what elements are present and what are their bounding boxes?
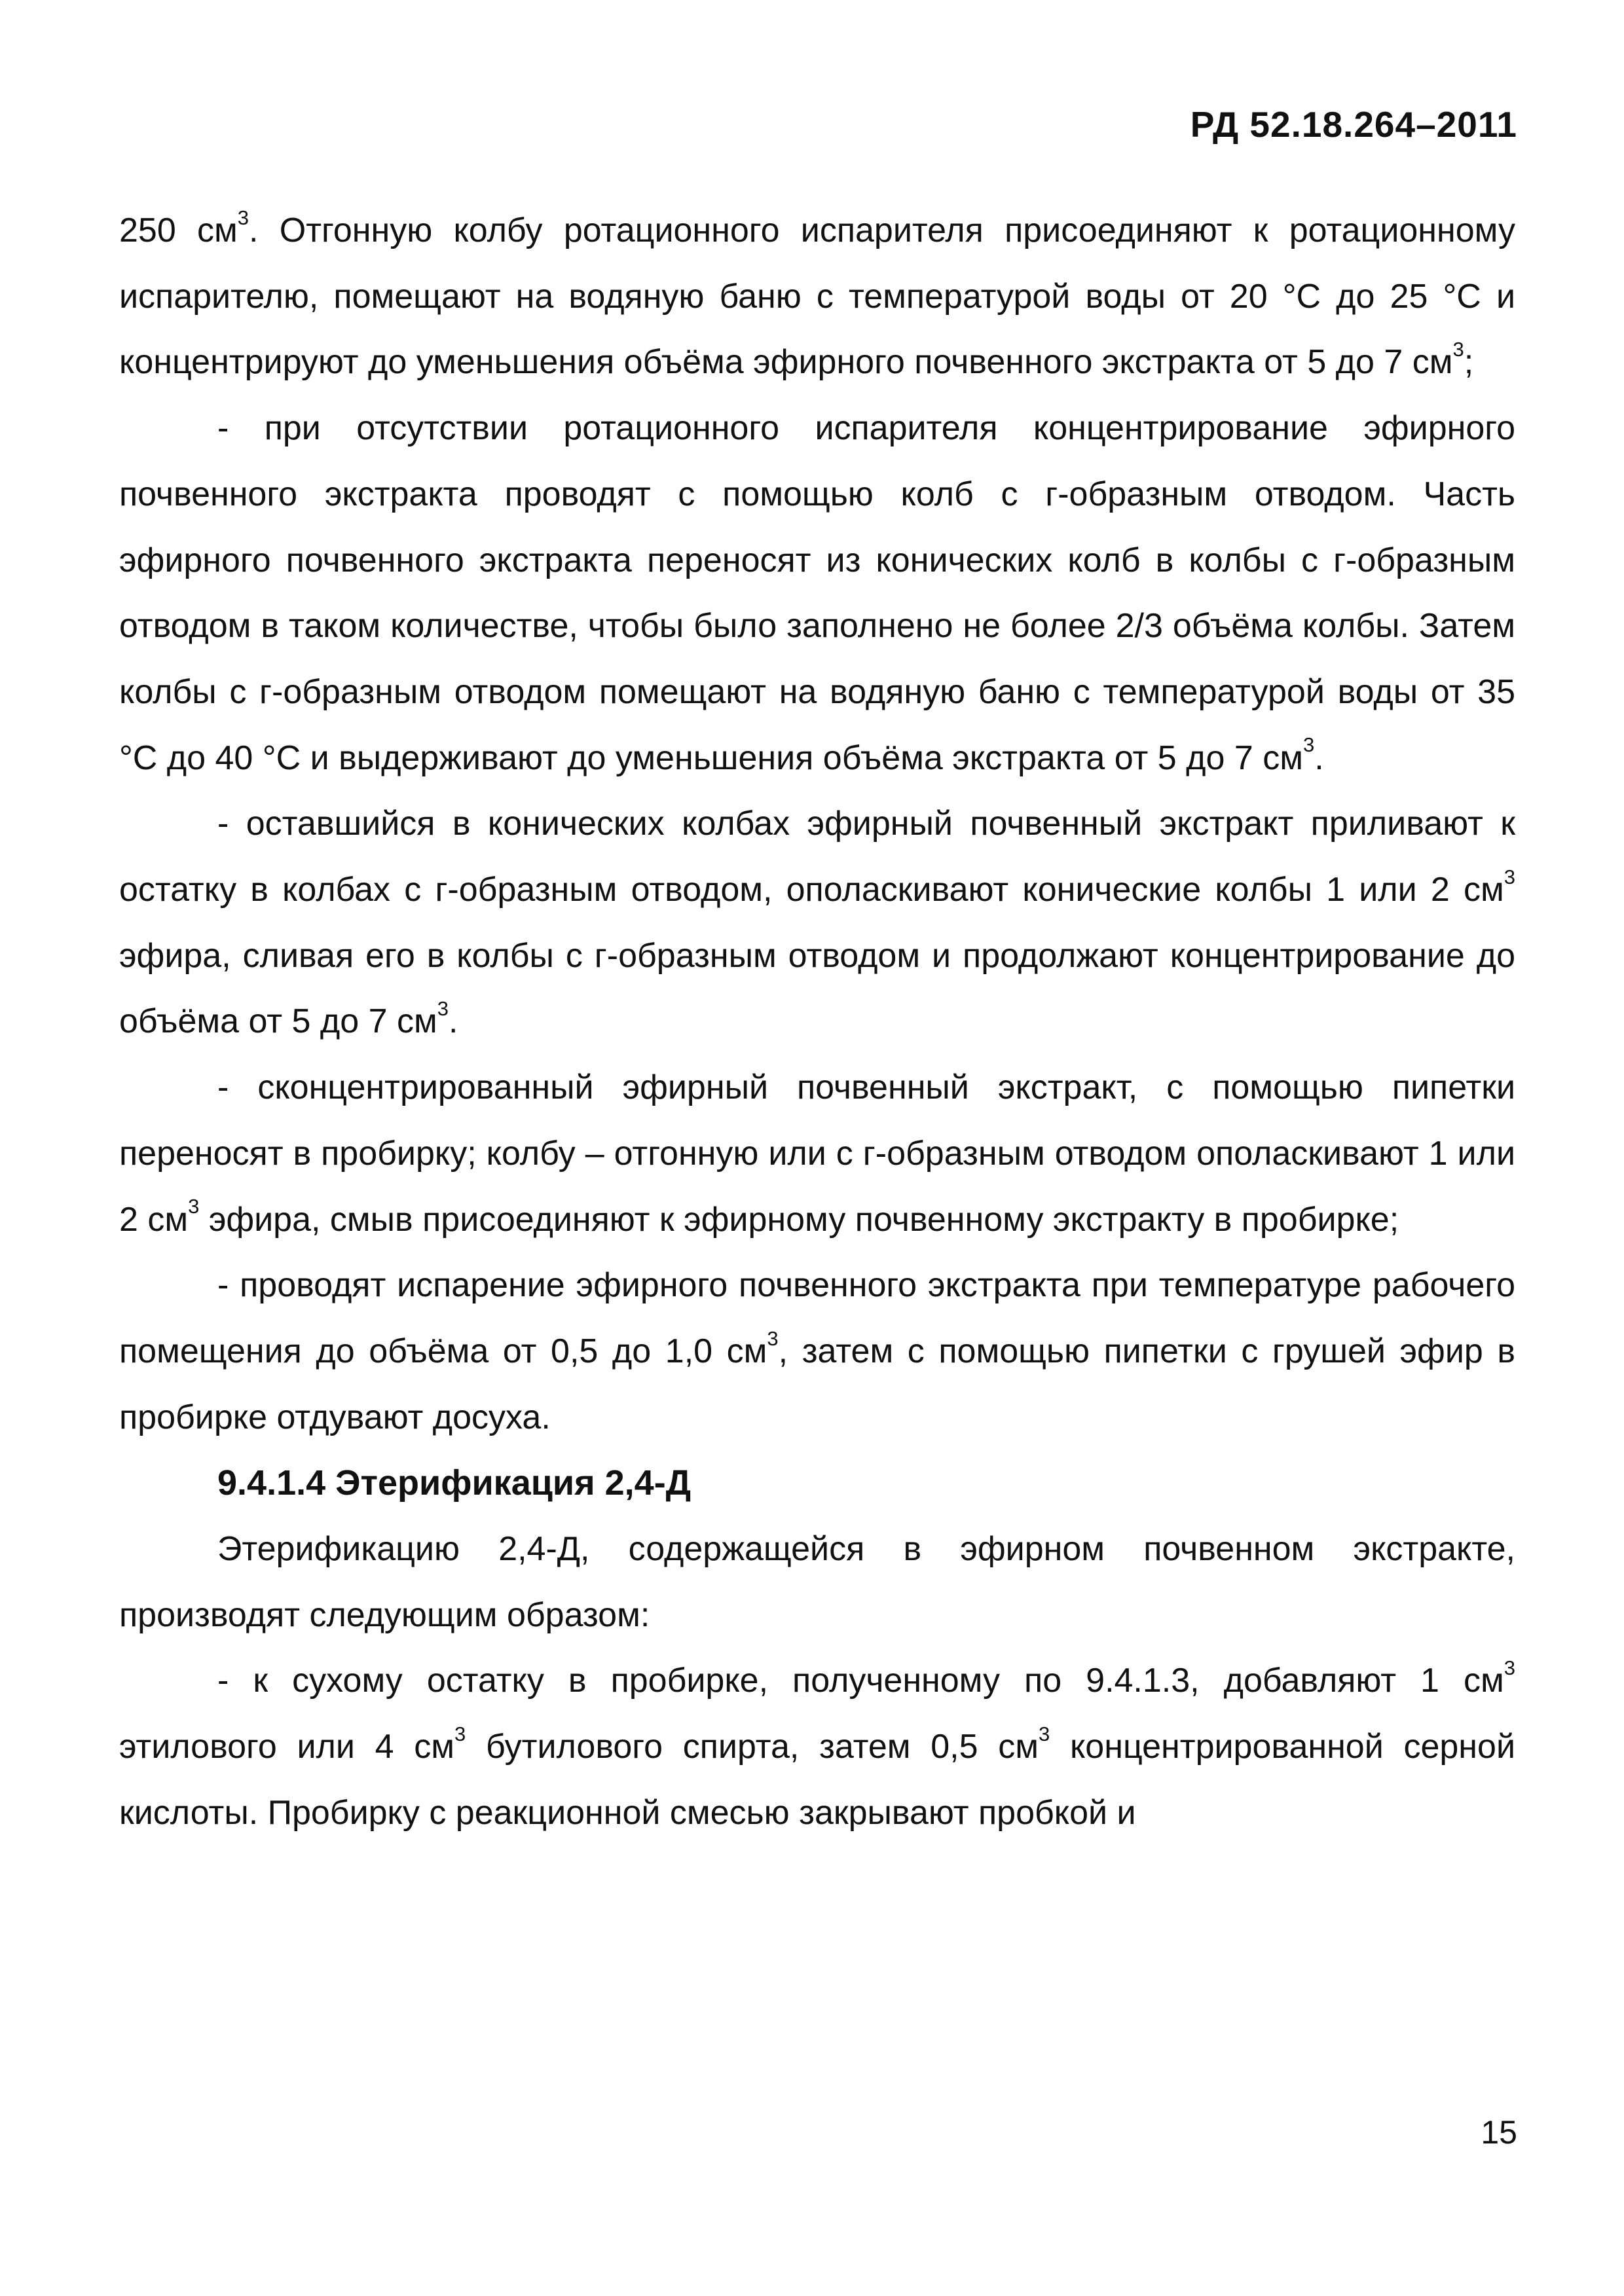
superscript: 3 (1504, 865, 1515, 888)
body-text (119, 198, 1515, 1846)
superscript: 3 (237, 206, 249, 229)
text-run: эфира, сливая его в колбы с г-образным отводом и продолжают концентрирование до объёма от 5 до 7 см (119, 936, 1515, 1041)
superscript: 3 (188, 1195, 200, 1218)
paragraph (119, 395, 1515, 791)
superscript: 3 (1504, 1656, 1515, 1680)
text-run: этилового или 4 см (119, 1728, 455, 1766)
superscript: 3 (767, 1326, 779, 1350)
text-run: Этерификацию 2,4-Д, содержащейся в эфирном почвенном экстракте, производят следующим образом: (119, 1530, 1515, 1634)
superscript: 3 (454, 1722, 466, 1745)
paragraph (119, 791, 1515, 1055)
page-number: 15 (1481, 2114, 1517, 2151)
superscript: 3 (1303, 733, 1315, 757)
document-code: РД 52.18.264–2011 (1190, 104, 1517, 145)
text-run: - к сухому остатку в пробирке, полученному по 9.4.1.3, добавляют 1 см (217, 1662, 1504, 1700)
text-run: - проводят испарение эфирного почвенного экстракта при температуре рабочего помещения до объёма от 0,5 до 1,0 см (119, 1266, 1515, 1370)
paragraph (119, 1055, 1515, 1252)
text-run: эфира, смыв присоединяют к эфирному почвенному экстракту в пробирке; (199, 1200, 1399, 1239)
paragraph (119, 1516, 1515, 1648)
text-run: . (1314, 738, 1324, 777)
text-run: бутилового спирта, затем 0,5 см (466, 1728, 1039, 1766)
paragraph (119, 1252, 1515, 1450)
paragraph (119, 1648, 1515, 1846)
text-run: - при отсутствии ротационного испарителя концентрирование эфирного почвенного экстракта проводят с помощью колб с г-образным отводом. Часть эфирного почвенного экстракта переносят из конических колб в колбы с г-образным отводом в таком количестве, чтобы было заполнено не более 2/3 объёма колбы. Затем колбы с г-образным отводом помещают на водяную баню с температурой воды от 35 °С до 40 °С и выдерживают до уменьшения объёма экстракта от 5 до 7 см (119, 409, 1515, 777)
superscript: 3 (1039, 1722, 1050, 1745)
paragraph (119, 198, 1515, 395)
text-run: - оставшийся в конических колбах эфирный почвенный экстракт приливают к остатку в колбах с г-образным отводом, ополаскивают конические колбы 1 или 2 см (119, 805, 1515, 909)
text-run: . (449, 1002, 458, 1041)
text-run: , затем с помощью пипетки с грушей эфир в пробирке отдувают досуха. (119, 1332, 1515, 1436)
section-heading: 9.4.1.4 Этерификация 2,4-Д (217, 1463, 692, 1503)
superscript: 3 (1452, 338, 1464, 361)
text-run: . Отгонную колбу ротационного испарителя присоединяют к ротационному испарителю, помещают на водяную баню с температурой воды от 20 °С до 25 °С и концентрируют до уменьшения объёма эфирного почвенного экстракта от 5 до 7 см (119, 211, 1515, 382)
text-run: концентрированной серной кислоты. Пробирку с реакционной смесью закрывают пробкой и (119, 1728, 1515, 1832)
text-run: ; (1464, 343, 1474, 382)
text-run: - сконцентрированный эфирный почвенный экстракт, с помощью пипетки переносят в пробирку; колбу – отгонную или с г-образным отводом ополаскивают 1 или 2 см (119, 1068, 1515, 1239)
text-run: 250 см (119, 211, 238, 249)
superscript: 3 (437, 997, 449, 1021)
